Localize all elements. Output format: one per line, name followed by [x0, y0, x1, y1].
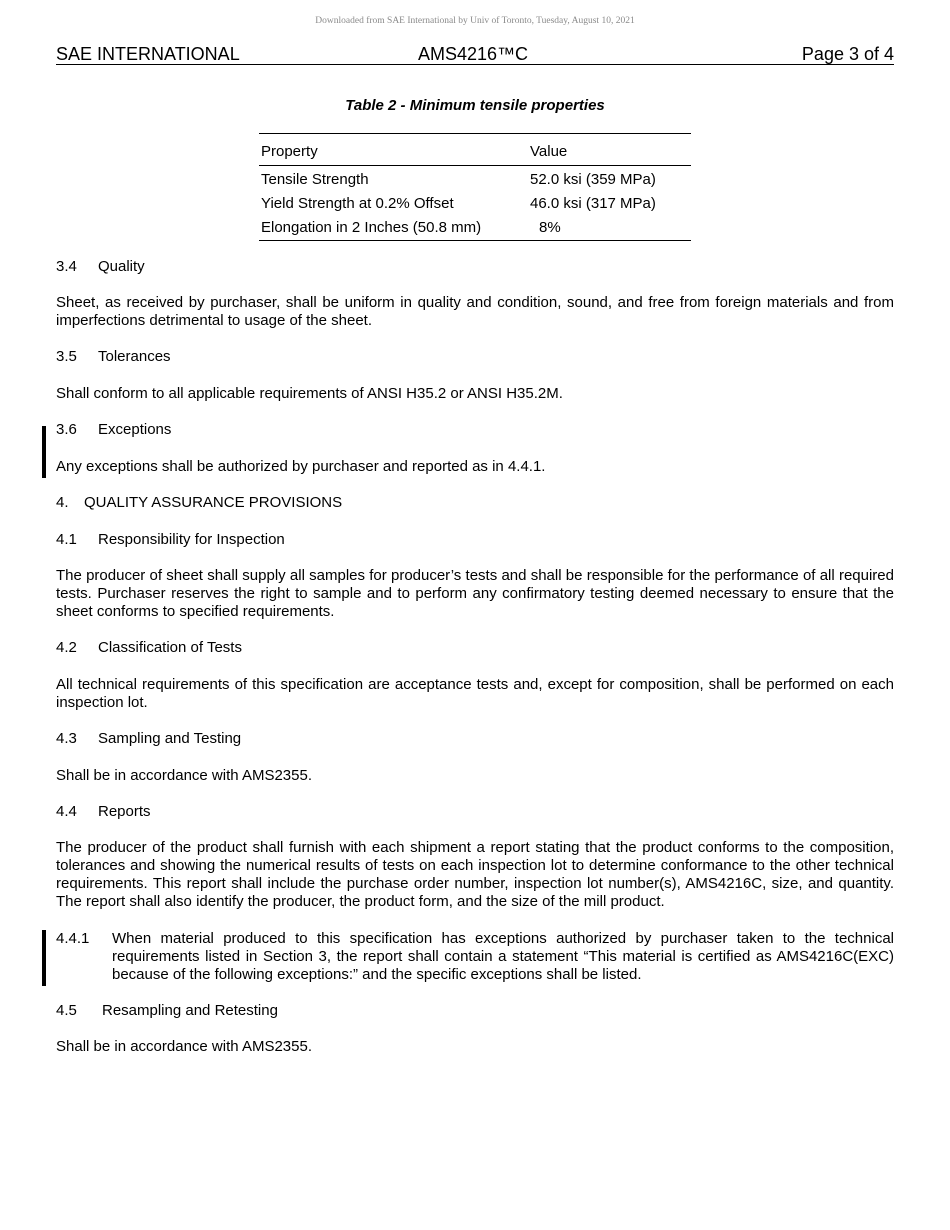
section-number: 4.4	[56, 803, 77, 820]
section-title: Tolerances	[98, 348, 171, 365]
section-title: Classification of Tests	[98, 639, 242, 656]
section-number: 4.	[56, 494, 69, 511]
revision-change-bar	[42, 426, 46, 478]
section-number: 4.5	[56, 1002, 77, 1019]
header-org: SAE INTERNATIONAL	[56, 44, 240, 64]
section-4-1-body: The producer of sheet shall supply all samples for producer’s tests and shall be responsible for the performance of all required tests. Purchaser reserves the right to sample and to perform any confirmatory testing deemed necessary to ensure that the sheet conforms to specified requirements.	[56, 567, 894, 620]
table-cell: Tensile Strength	[261, 171, 369, 188]
section-title: Resampling and Retesting	[102, 1002, 278, 1019]
section-4-3-heading	[56, 730, 894, 748]
table-cell: 46.0 ksi (317 MPa)	[530, 195, 656, 212]
table-cell: Yield Strength at 0.2% Offset	[261, 195, 454, 212]
section-3-4-body: Sheet, as received by purchaser, shall be uniform in quality and condition, sound, and free from foreign materials and from imperfections detrimental to usage of the sheet.	[56, 294, 894, 329]
header-doc-id: AMS4216™C	[418, 44, 529, 64]
section-title: Exceptions	[98, 421, 172, 438]
section-title: Responsibility for Inspection	[98, 531, 285, 548]
section-4-1-heading	[56, 531, 894, 549]
table-cell: 52.0 ksi (359 MPa)	[530, 171, 656, 188]
section-4-5-heading	[56, 1002, 894, 1020]
section-4-3-body: Shall be in accordance with AMS2355.	[56, 767, 312, 784]
section-number: 3.4	[56, 258, 77, 275]
page-header	[56, 44, 894, 65]
section-number: 4.1	[56, 531, 77, 548]
section-4-4-1	[56, 930, 894, 984]
table-title: Table 2 - Minimum tensile properties	[345, 97, 605, 114]
table-row	[259, 168, 691, 192]
tensile-properties-table	[259, 133, 691, 241]
section-4-4-1-body: When material produced to this specification has exceptions authorized by purchaser taken to the technical requirements listed in Section 3, the report shall contain a statement “This material is certified as AMS4216C(EXC) because of the following exceptions:” and the specific exceptions shall be listed.	[112, 930, 894, 983]
section-title: QUALITY ASSURANCE PROVISIONS	[84, 494, 343, 511]
section-number: 4.3	[56, 730, 77, 747]
section-4-2-heading	[56, 639, 894, 657]
section-3-5-body: Shall conform to all applicable requirements of ANSI H35.2 or ANSI H35.2M.	[56, 385, 563, 402]
section-3-6-heading	[56, 421, 894, 439]
download-watermark: Downloaded from SAE International by Univ of Toronto, Tuesday, August 10, 2021	[315, 16, 635, 26]
section-number: 4.2	[56, 639, 77, 656]
table-row	[259, 216, 691, 240]
section-3-6-body: Any exceptions shall be authorized by purchaser and reported as in 4.4.1.	[56, 458, 546, 475]
section-3-5-heading	[56, 348, 894, 366]
section-number: 3.5	[56, 348, 77, 365]
table-cell: Elongation in 2 Inches (50.8 mm)	[261, 219, 482, 236]
table-header-cell: Property	[261, 143, 318, 160]
section-3-4-heading	[56, 258, 894, 276]
section-number: 4.4.1	[56, 930, 90, 947]
section-4-4-heading	[56, 803, 894, 821]
section-4-2-body: All technical requirements of this specification are acceptance tests and, except for composition, shall be performed on each inspection lot.	[56, 676, 894, 711]
section-4-5-body: Shall be in accordance with AMS2355.	[56, 1038, 312, 1055]
table-cell: 8%	[539, 219, 561, 236]
section-title: Reports	[98, 803, 151, 820]
section-number: 3.6	[56, 421, 77, 438]
section-title: Quality	[98, 258, 145, 275]
table-row	[259, 192, 691, 216]
section-title: Sampling and Testing	[98, 730, 242, 747]
header-page-number: Page 3 of 4	[801, 44, 894, 64]
section-4-heading	[56, 494, 894, 512]
section-4-4-body: The producer of the product shall furnish with each shipment a report stating that the product conforms to the composition, tolerances and showing the numerical results of tests on each inspection lot to determine conformance to the other technical requirements. This report shall include the purchase order number, inspection lot number(s), AMS4216C, size, and quantity. The report shall also identify the producer, the product form, and the size of the mill product.	[56, 839, 894, 910]
table-header-cell: Value	[530, 143, 568, 160]
table-header-row	[259, 134, 691, 166]
revision-change-bar	[42, 930, 46, 986]
